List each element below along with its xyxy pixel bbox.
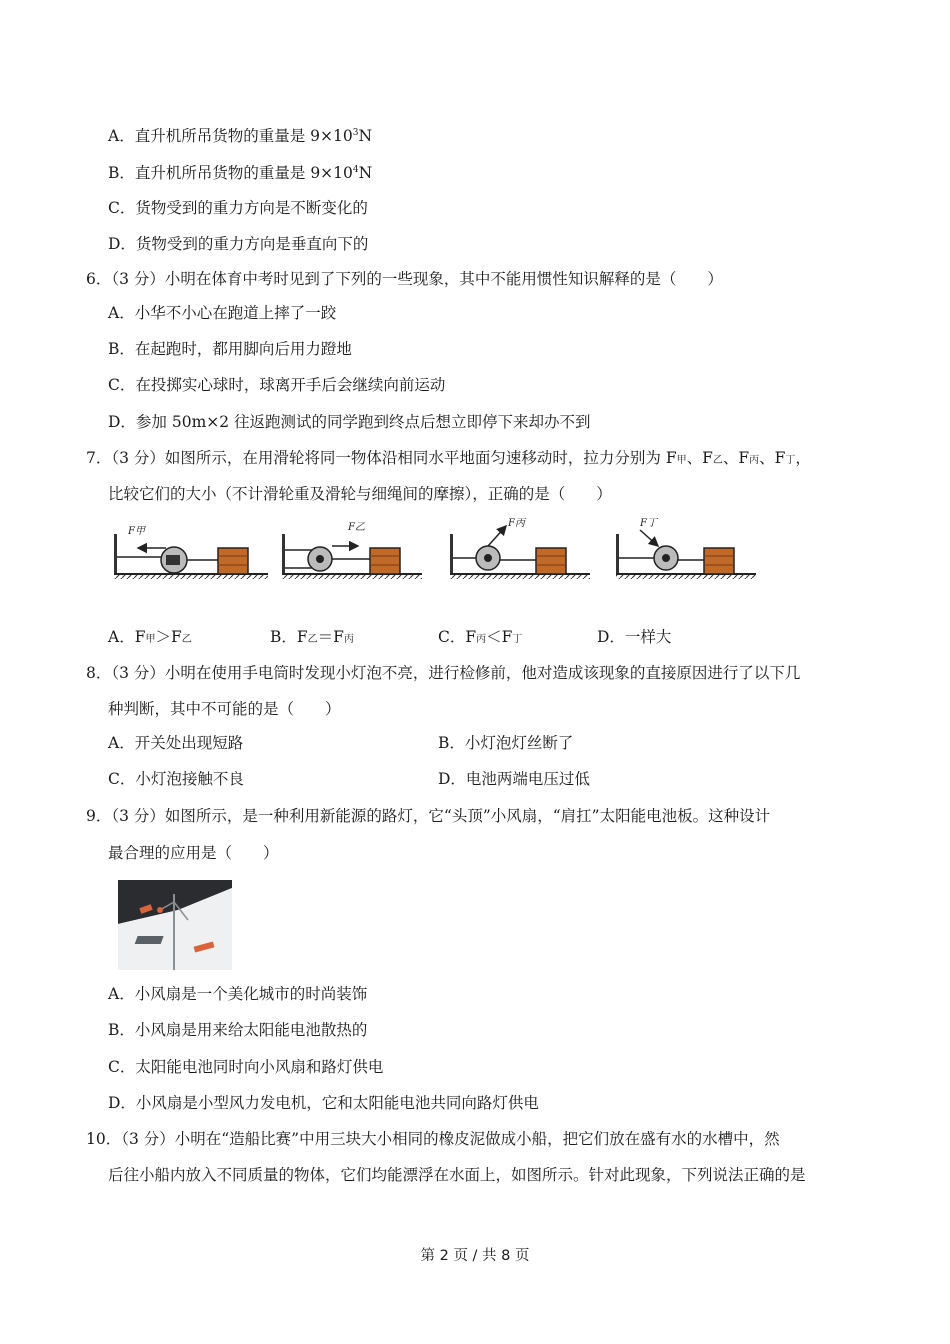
q9-option-c: C．太阳能电池同时向小风扇和路灯供电 [108, 1058, 384, 1076]
q8-option-b: B．小灯泡灯丝断了 [438, 734, 574, 752]
q9-stem-line2: 最合理的应用是（ ） [108, 844, 279, 862]
q10-stem: 10．（3 分）小明在“造船比赛”中用三块大小相同的橡皮泥做成小船，把它们放在盛有水的水槽中，然 [86, 1130, 780, 1148]
q8-option-a: A．开关处出现短路 [108, 734, 244, 752]
label-f-jia: F甲 [128, 526, 145, 537]
q7-stem-line2: 比较它们的大小（不计滑轮重及滑轮与细绳间的摩擦），正确的是（ ） [108, 485, 612, 503]
q8-stem: 8．（3 分）小明在使用手电筒时发现小灯泡不亮，进行检修前，他对造成该现象的直接原因进行了以下几 [86, 664, 801, 682]
q9-stem: 9．（3 分）如图所示，是一种利用新能源的路灯，它“头顶”小风扇，“肩扛”太阳能电池板。这种设计 [86, 807, 771, 825]
q7-option-d: D．一样大 [597, 628, 672, 646]
q8-stem-line2: 种判断，其中不可能的是（ ） [108, 700, 341, 718]
q7-option-b: B．F乙＝F丙 [270, 628, 354, 646]
q5-option-b: B．直升机所吊货物的重量是 $9\times 10^4N$ [108, 164, 373, 182]
q5-option-d: D．货物受到的重力方向是垂直向下的 [108, 235, 369, 253]
q8-option-c: C．小灯泡接触不良 [108, 770, 244, 788]
q10-stem-line2: 后往小船内放入不同质量的物体，它们均能漂浮在水面上，如图所示。针对此现象，下列说法正确的是 [108, 1166, 806, 1184]
pulley-setup-jia [114, 525, 268, 579]
label-f-yi: F乙 [348, 522, 365, 533]
q6-option-a: A．小华不小心在跑道上摔了一跤 [108, 304, 337, 322]
q7-option-a: A．F甲＞F乙 [108, 628, 192, 646]
q6-option-b: B．在起跑时，都用脚向后用力蹬地 [108, 340, 352, 358]
q9-option-d: D．小风扇是小型风力发电机，它和太阳能电池共同向路灯供电 [108, 1094, 539, 1112]
q5-option-c: C．货物受到的重力方向是不断变化的 [108, 199, 368, 217]
street-lamp-photo [118, 880, 232, 970]
pulley-figure [110, 512, 760, 590]
q8-option-d: D．电池两端电压过低 [438, 770, 590, 788]
pulley-setup-bing [450, 517, 590, 579]
pulley-setup-yi [282, 522, 422, 579]
q5-option-a: A．直升机所吊货物的重量是 $9\times 10^3N$ [108, 127, 372, 145]
label-f-bing: F丙 [508, 518, 525, 529]
q7-option-c: C．F丙＜F丁 [438, 628, 523, 646]
page-footer: 第 2 页 / 共 8 页 [420, 1248, 530, 1264]
q9-option-a: A．小风扇是一个美化城市的时尚装饰 [108, 985, 368, 1003]
q6-stem: 6．（3 分）小明在体育中考时见到了下列的一些现象，其中不能用惯性知识解释的是（ ） [86, 270, 723, 288]
q6-option-c: C．在投掷实心球时，球离开手后会继续向前运动 [108, 376, 446, 394]
q6-option-d: D．参加 50m×2 往返跑测试的同学跑到终点后想立即停下来却办不到 [108, 413, 591, 431]
q7-stem: 7．（3 分）如图所示，在用滑轮将同一物体沿相同水平地面匀速移动时，拉力分别为 F甲、F乙、F丙、F丁， [86, 449, 811, 467]
pulley-setup-ding [616, 518, 756, 579]
q9-option-b: B．小风扇是用来给太阳能电池散热的 [108, 1021, 368, 1039]
label-f-ding: F丁 [640, 518, 657, 529]
